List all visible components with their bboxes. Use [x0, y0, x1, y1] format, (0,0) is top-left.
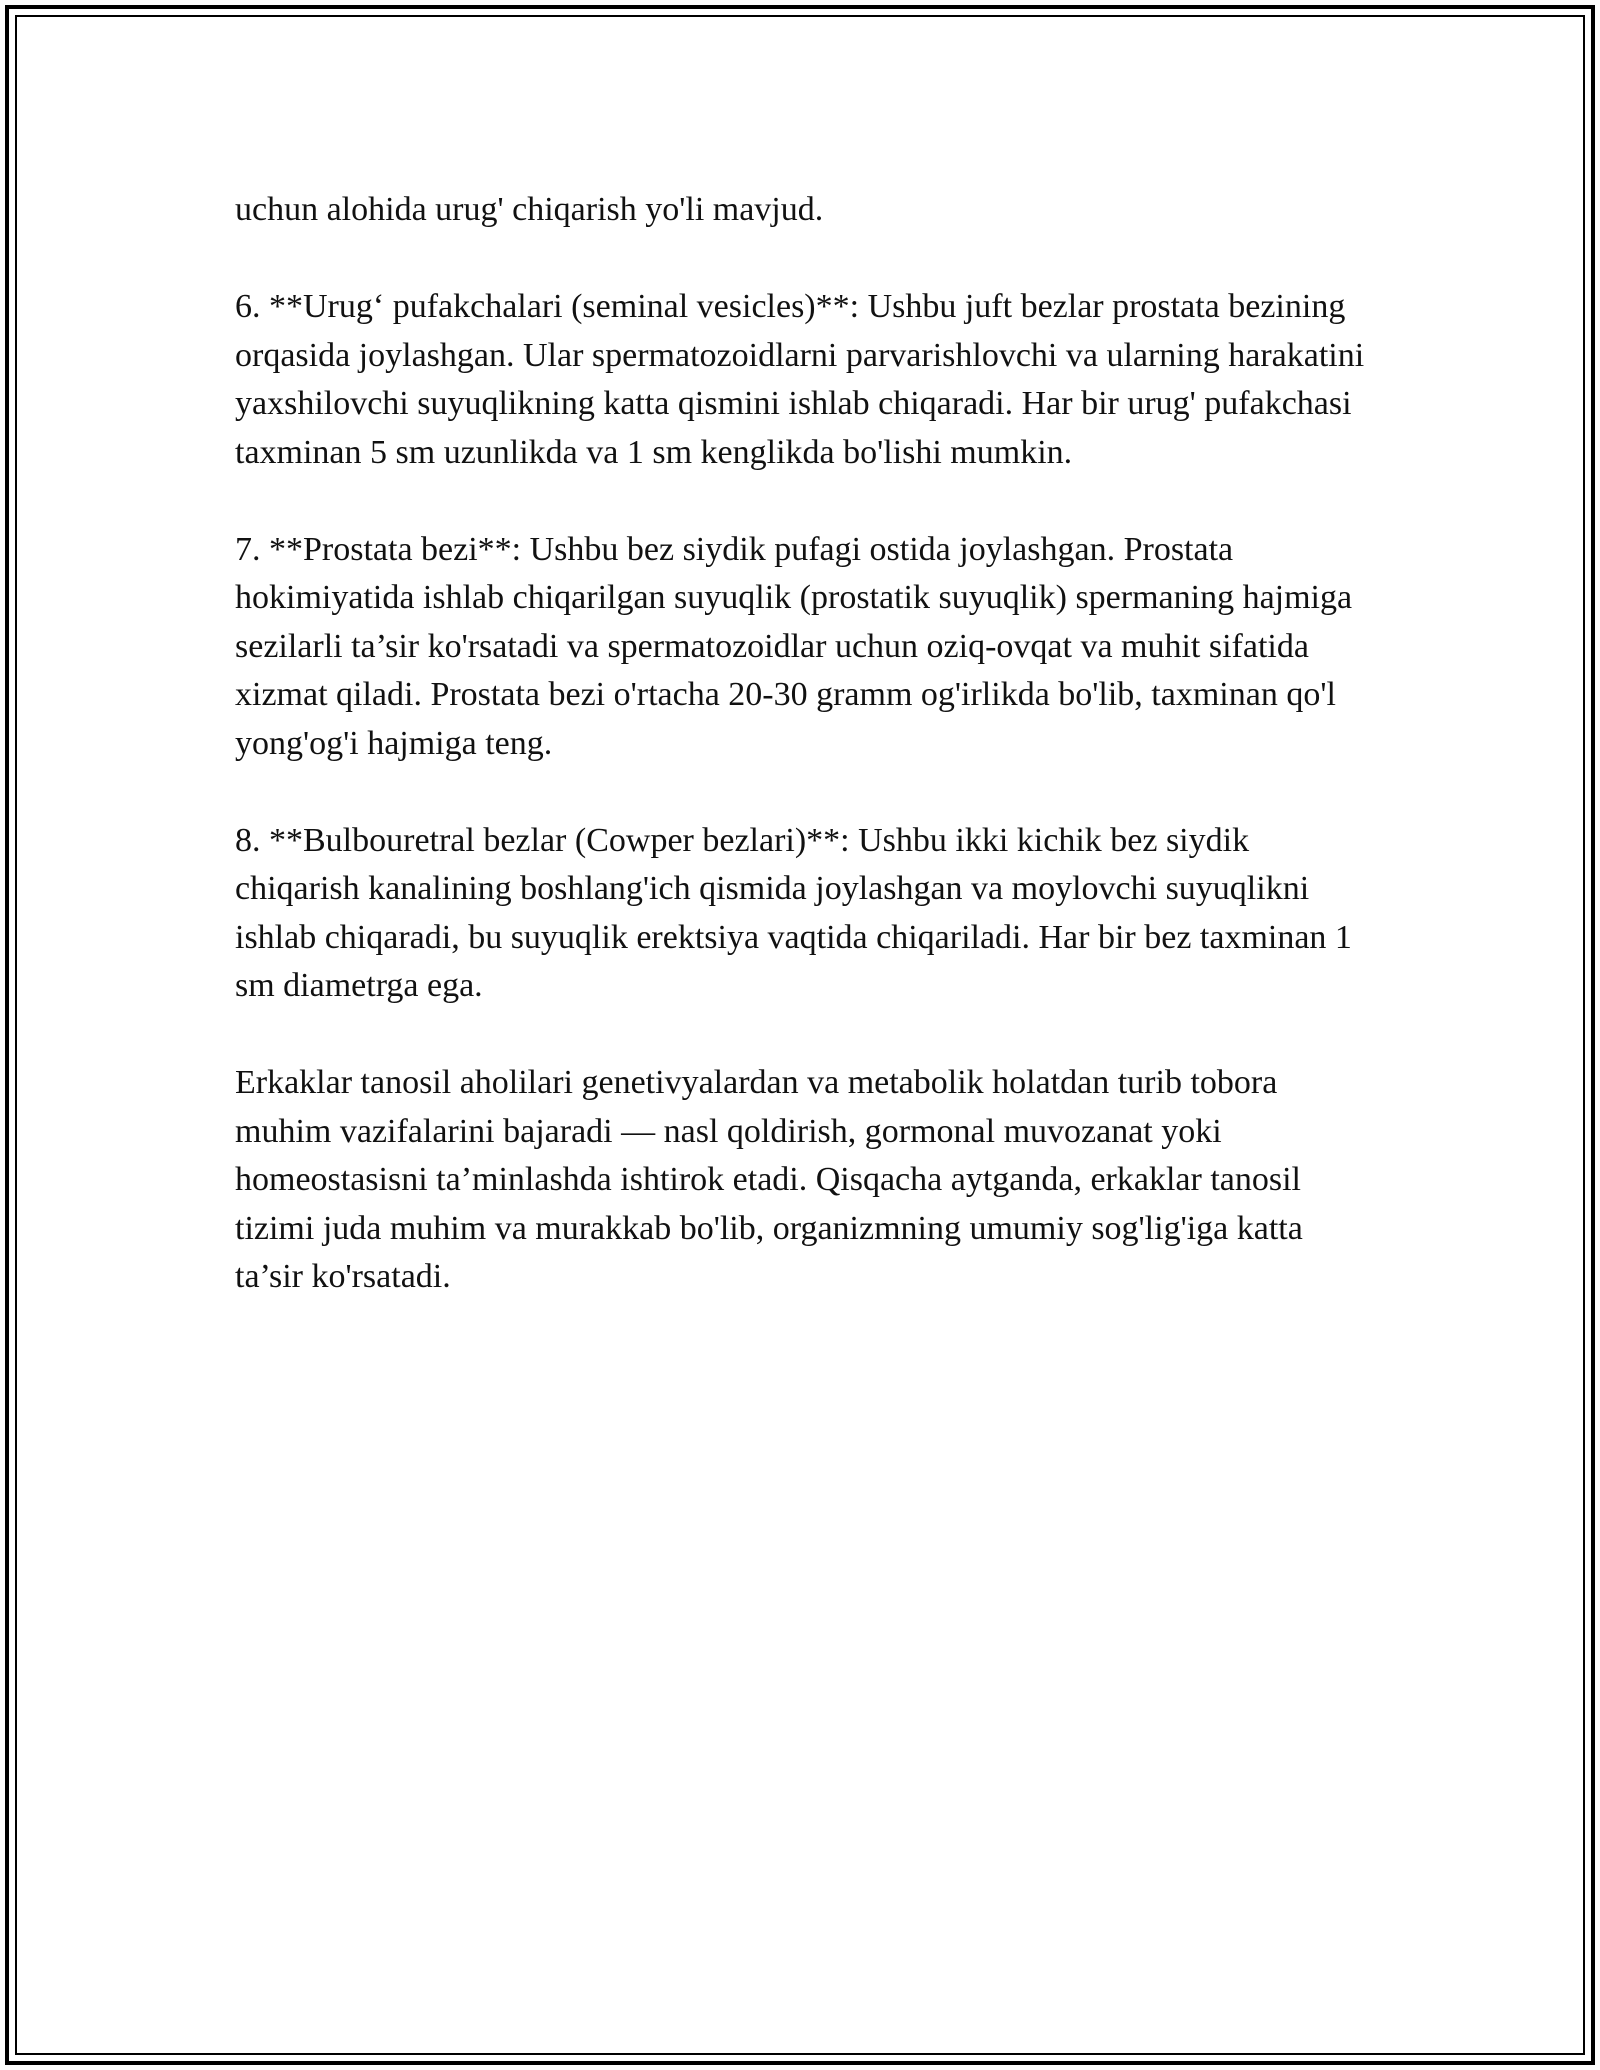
- paragraph-bulbourethral: 8. **Bulbouretral bezlar (Cowper bezlari)**: Ushbu ikki kichik bez siydik chiqarish kanalining boshlang'ich qismida joylashgan va moylovchi suyuqlikni ishlab chiqaradi, bu suyuqlik erektsiya vaqtida chiqariladi. Har bir bez taxminan 1 sm diametrga ega.: [235, 821, 1352, 1004]
- paragraph-seminal-vesicles: 6. **Urug‘ pufakchalari (seminal vesicles)**: Ushbu juft bezlar prostata bezining orqasida joylashgan. Ular spermatozoidlarni parvarishlovchi va ularning harakatini yaxshilovchi suyuqlikning katta qismini ishlab chiqaradi. Har bir urug' pufakchasi taxminan 5 sm uzunlikda va 1 sm kenglikda bo'lishi mumkin.: [235, 288, 1365, 471]
- paragraph-conclusion: Erkaklar tanosil aholilari genetivyalardan va metabolik holatdan turib tobora muhim vazifalarini bajaradi — nasl qoldirish, gormonal muvozanat yoki homeostasisni ta’minlashda ishtirok etadi. Qisqacha aytganda, erkaklar tanosil tizimi juda muhim va murakkab bo'lib, organizmning umumiy sog'lig'iga katta ta’sir ko'rsatadi.: [235, 1064, 1303, 1295]
- document-body: [235, 186, 1375, 1350]
- paragraph-prostate: 7. **Prostata bezi**: Ushbu bez siydik pufagi ostida joylashgan. Prostata hokimiyatida ishlab chiqarilgan suyuqlik (prostatik suyuqlik) spermaning hajmiga sezilarli ta’sir ko'rsatadi va spermatozoidlar uchun oziq-ovqat va muhit sifatida xizmat qiladi. Prostata bezi o'rtacha 20-30 gramm og'irlikda bo'lib, taxminan qo'l yong'og'i hajmiga teng.: [235, 530, 1353, 762]
- paragraph-continuation: uchun alohida urug' chiqarish yo'li mavjud.: [235, 191, 824, 228]
